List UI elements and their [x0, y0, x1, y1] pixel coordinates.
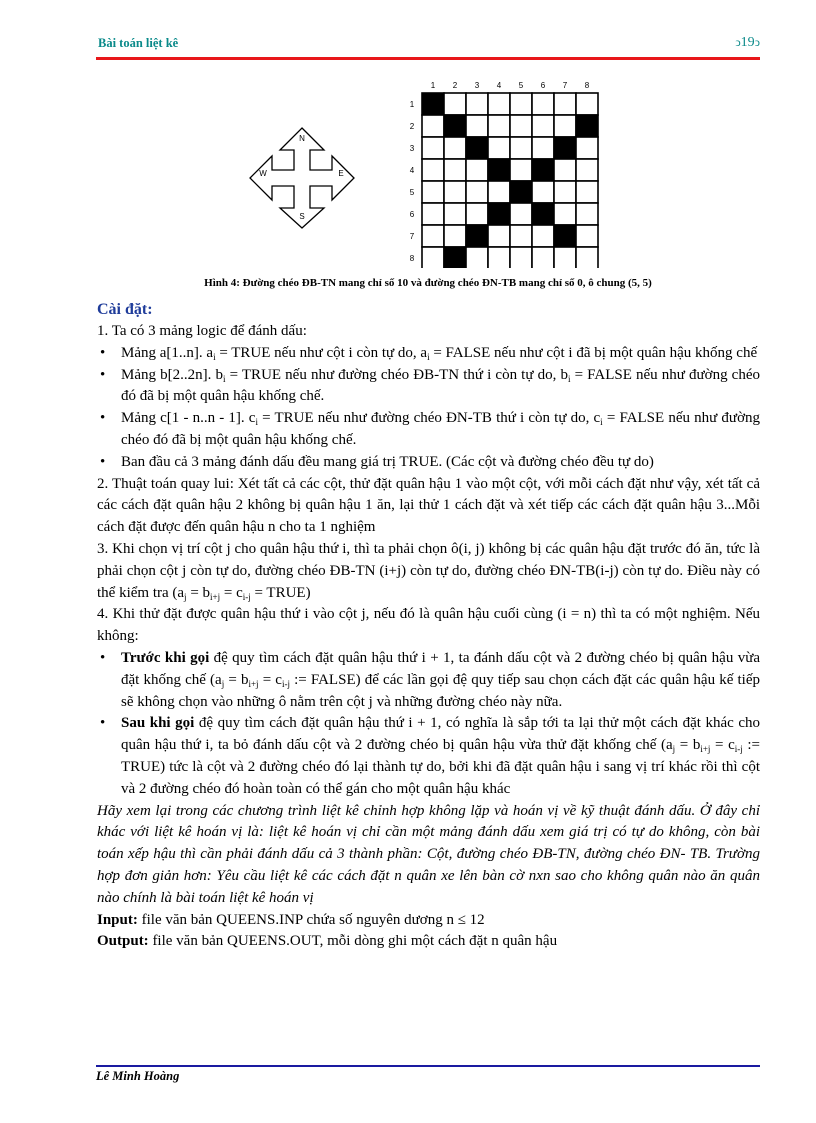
- text: = FALSE nếu như đường chéo đó đã bị một quân hậu khống chế.: [121, 366, 760, 405]
- header-rule: [96, 57, 760, 60]
- compass-w-label: W: [259, 169, 267, 178]
- text: := TRUE) tức là cột và 2 đường chéo đó lại thành tự do, bởi khi đã đặt quân hậu i sang vị trí khác rồi thì cột và 2 đường chéo đó hoàn toàn có thể gán cho một quân hậu khác: [121, 737, 760, 797]
- board-cell: [488, 159, 510, 181]
- input-line: [97, 910, 760, 932]
- bullet-initial-values: [97, 452, 760, 474]
- compass-arrows-icon: [248, 126, 356, 230]
- text: đệ quy tìm cách đặt quân hậu thứ i + 1, có nghĩa là sắp tới ta lại thử một cách đặt khác cho quân hậu thứ i, ta bỏ đánh dấu cột và 2 đường chéo bị quân hậu vừa thử đặt khống chế (a: [121, 715, 760, 754]
- bullet-icon: •: [100, 410, 106, 427]
- board-col-label: 7: [562, 81, 568, 90]
- board-cell: [510, 225, 532, 247]
- compass-s-label: S: [299, 212, 305, 221]
- board-cell: [444, 159, 466, 181]
- board-cell: [510, 159, 532, 181]
- output-label: Output:: [97, 933, 149, 950]
- text: Mảng a[1..n]. a: [121, 344, 214, 361]
- bullet-array-a: [97, 343, 760, 365]
- subscript: j: [672, 744, 676, 755]
- page-number-value: 19: [740, 35, 755, 50]
- compass-figure: [248, 126, 356, 230]
- board-cell: [554, 247, 576, 268]
- board-cell: [466, 247, 488, 268]
- board-cell: [422, 247, 444, 268]
- text: 3. Khi chọn vị trí cột j cho quân hậu thứ i, thì ta phải chọn ô(i, j) không bị các quân hậu đặt trước đó ăn, tức là phải chọn cột j còn tự do, đường chéo ĐB-TN (i+j) còn tự do, đường chéo ĐN-TB(i-j) còn tự do. Điều này có thể kiểm tra (a: [97, 540, 760, 601]
- board-cell: [554, 137, 576, 159]
- paragraph-1: 1. Ta có 3 mảng logic để đánh dấu:: [97, 323, 307, 339]
- text: = b: [224, 671, 249, 688]
- board-cell: [444, 247, 466, 268]
- board-cell: [510, 181, 532, 203]
- paragraph-3: [97, 539, 760, 604]
- text: = c: [710, 737, 735, 754]
- paragraph-2: 2. Thuật toán quay lui: Xét tất cả các cột, thử đặt quân hậu 1 vào một cột, với mỗi cách đặt như vậy, xét tất cả các cách đặt quân hậu 2 không bị quân hậu 1 ăn, lại thử 1 cách đặt và xét tiếp các cách đặt quân hậu 3...Mỗi cách đặt được đến quân hậu n cho ta 1 nghiệm: [97, 475, 760, 536]
- board-col-label: 6: [540, 81, 546, 90]
- board-cell: [532, 181, 554, 203]
- board-cell: [554, 159, 576, 181]
- board-row-label: 7: [409, 232, 415, 241]
- board-cell: [576, 159, 598, 181]
- text: = c: [220, 584, 243, 601]
- board-col-label: 8: [584, 81, 590, 90]
- board-cell: [466, 93, 488, 115]
- board-cell: [576, 181, 598, 203]
- subscript: i+j: [248, 678, 259, 689]
- bullet-array-b: [97, 365, 760, 409]
- board-cell: [444, 203, 466, 225]
- body-content: [97, 299, 760, 953]
- board-cell: [422, 159, 444, 181]
- board-cell: [466, 137, 488, 159]
- board-cell: [554, 203, 576, 225]
- section-heading: Cài đặt:: [97, 301, 153, 318]
- board-cell: [554, 181, 576, 203]
- board-cell: [510, 93, 532, 115]
- subscript: i+j: [700, 744, 711, 755]
- text: = TRUE nếu như đường chéo ĐN-TB thứ i còn tự do, c: [257, 410, 601, 427]
- header-title: Bài toán liệt kê: [98, 36, 179, 50]
- board-cell: [422, 181, 444, 203]
- board-cell: [488, 203, 510, 225]
- board-cell: [576, 203, 598, 225]
- bullet-icon: •: [100, 453, 106, 470]
- board-cell: [510, 115, 532, 137]
- subscript: i-j: [734, 744, 743, 755]
- board-col-label: 4: [496, 81, 502, 90]
- bullet-before-call: [97, 648, 760, 713]
- board-cell: [488, 181, 510, 203]
- board-cell: [576, 137, 598, 159]
- board-cell: [576, 225, 598, 247]
- board-cell: [532, 115, 554, 137]
- board-cell: [532, 225, 554, 247]
- input-label: Input:: [97, 911, 138, 928]
- board-cell: [576, 115, 598, 137]
- text: Mảng c[1 - n..n - 1]. c: [121, 410, 256, 427]
- board-cell: [466, 159, 488, 181]
- text: = c: [258, 671, 282, 688]
- italic-note: Hãy xem lại trong các chương trình liệt kê chỉnh hợp không lặp và hoán vị về kỹ thuật đánh dấu. Ở đây chỉ khác với liệt kê hoán vị là: liệt kê hoán vị chỉ cần một mảng đánh dấu xem giá trị có tự do không, còn bài toán xếp hậu thì cần phải đánh dấu cả 3 thành phần: Cột, đường chéo ĐB-TN, đường chéo ĐN- TB. Trường hợp đơn giản hơn: Yêu cầu liệt kê các cách đặt n quân xe lên bàn cờ nxn sao cho không quân nào ăn quân nào chính là bài toán liệt kê hoán vị: [97, 802, 760, 906]
- bullet-icon: •: [100, 366, 106, 383]
- board-cell: [554, 115, 576, 137]
- output-text: file văn bản QUEENS.OUT, mỗi dòng ghi một cách đặt n quân hậu: [148, 933, 558, 950]
- text: = b: [675, 737, 701, 754]
- board-row-label: 1: [409, 100, 415, 109]
- board-cell: [488, 247, 510, 268]
- bullet-icon: •: [100, 649, 106, 666]
- board-row-label: 3: [409, 144, 415, 153]
- board-row-label: 8: [409, 254, 415, 263]
- board-cell: [466, 203, 488, 225]
- board-cell: [466, 181, 488, 203]
- footer-author: Lê Minh Hoàng: [96, 1069, 180, 1083]
- board-col-label: 1: [430, 81, 436, 90]
- board-row-label: 5: [409, 188, 415, 197]
- board-cell: [422, 137, 444, 159]
- subscript: i: [427, 351, 430, 362]
- board-cell: [488, 225, 510, 247]
- bold-text: Trước khi gọi: [121, 649, 210, 666]
- board-cell: [488, 93, 510, 115]
- subscript: i: [222, 373, 226, 384]
- board-cell: [532, 203, 554, 225]
- bold-text: Sau khi gọi: [121, 715, 195, 732]
- text: = FALSE nếu như cột i đã bị một quân hậu khống chế: [429, 344, 758, 361]
- subscript: i: [255, 417, 258, 428]
- subscript: i: [567, 373, 571, 384]
- text: = TRUE nếu như cột i còn tự do, a: [215, 344, 428, 361]
- subscript: i: [600, 417, 603, 428]
- ornament-left-icon: ↄ: [735, 35, 741, 49]
- board-cell: [444, 137, 466, 159]
- board-cell: [444, 181, 466, 203]
- footer-rule: [96, 1065, 760, 1067]
- board-cell: [532, 93, 554, 115]
- bullet-icon: •: [100, 715, 106, 732]
- board-cell: [466, 225, 488, 247]
- board-col-label: 3: [474, 81, 480, 90]
- board-col-label: 5: [518, 81, 524, 90]
- board-cell: [422, 225, 444, 247]
- board-cell: [466, 115, 488, 137]
- bullet-after-call: [97, 713, 760, 800]
- ornament-right-icon: ↄ: [754, 35, 760, 49]
- board-cell: [576, 247, 598, 268]
- board-cell: [488, 137, 510, 159]
- bullet-array-c: [97, 408, 760, 452]
- subscript: i-j: [242, 591, 251, 602]
- board-cell: [554, 225, 576, 247]
- board-cell: [576, 93, 598, 115]
- board-cell: [510, 247, 532, 268]
- chessboard: [398, 78, 608, 268]
- text: = b: [186, 584, 211, 601]
- board-row-label: 4: [409, 166, 415, 175]
- figure-caption: Hình 4: Đường chéo ĐB-TN mang chỉ số 10 và đường chéo ĐN-TB mang chỉ số 0, ô chung (5, 5): [204, 277, 652, 289]
- board-cell: [444, 225, 466, 247]
- text: đệ quy tìm cách đặt quân hậu thứ i + 1, ta đánh dấu cột và 2 đường chéo bị quân hậu vừa đặt khống chế (a: [121, 649, 760, 688]
- board-cell: [532, 137, 554, 159]
- board-col-label: 2: [452, 81, 458, 90]
- board-cell: [510, 203, 532, 225]
- text: := FALSE) để các lần gọi đệ quy tiếp sau chọn cách đặt các quân hậu kế tiếp sẽ không chọn vào những ô nằm trên cột j và những đường chéo này nữa.: [121, 671, 761, 710]
- paragraph-4: 4. Khi thử đặt được quân hậu thứ i vào cột j, nếu đó là quân hậu cuối cùng (i = n) thì ta có một nghiệm. Nếu không:: [97, 606, 760, 645]
- text: Ban đầu cả 3 mảng đánh dấu đều mang giá trị TRUE. (Các cột và đường chéo đều tự do): [121, 453, 654, 470]
- subscript: i-j: [281, 678, 290, 689]
- chessboard-figure: [398, 78, 608, 268]
- page-number: [735, 35, 760, 51]
- bullet-icon: •: [100, 344, 106, 361]
- compass-e-label: E: [338, 169, 344, 178]
- subscript: i: [213, 351, 216, 362]
- input-text: file văn bản QUEENS.INP chứa số nguyên dương n ≤ 12: [137, 911, 485, 928]
- subscript: j: [221, 678, 225, 689]
- output-line: [97, 931, 760, 953]
- board-cell: [554, 93, 576, 115]
- text: = FALSE nếu như đường chéo đó đã bị một quân hậu khống chế.: [121, 410, 760, 448]
- board-cell: [510, 137, 532, 159]
- board-cell: [422, 93, 444, 115]
- board-cell: [422, 115, 444, 137]
- board-cell: [444, 93, 466, 115]
- board-cell: [532, 159, 554, 181]
- subscript: j: [184, 591, 187, 602]
- text: Mảng b[2..2n]. b: [121, 366, 223, 383]
- board-row-label: 2: [409, 122, 415, 131]
- compass-n-label: N: [299, 134, 305, 143]
- board-row-label: 6: [409, 210, 415, 219]
- board-cell: [422, 203, 444, 225]
- subscript: i+j: [210, 591, 221, 602]
- text: = TRUE): [250, 584, 311, 601]
- board-cell: [488, 115, 510, 137]
- board-cell: [444, 115, 466, 137]
- board-cell: [532, 247, 554, 268]
- text: = TRUE nếu như đường chéo ĐB-TN thứ i còn tự do, b: [225, 366, 568, 383]
